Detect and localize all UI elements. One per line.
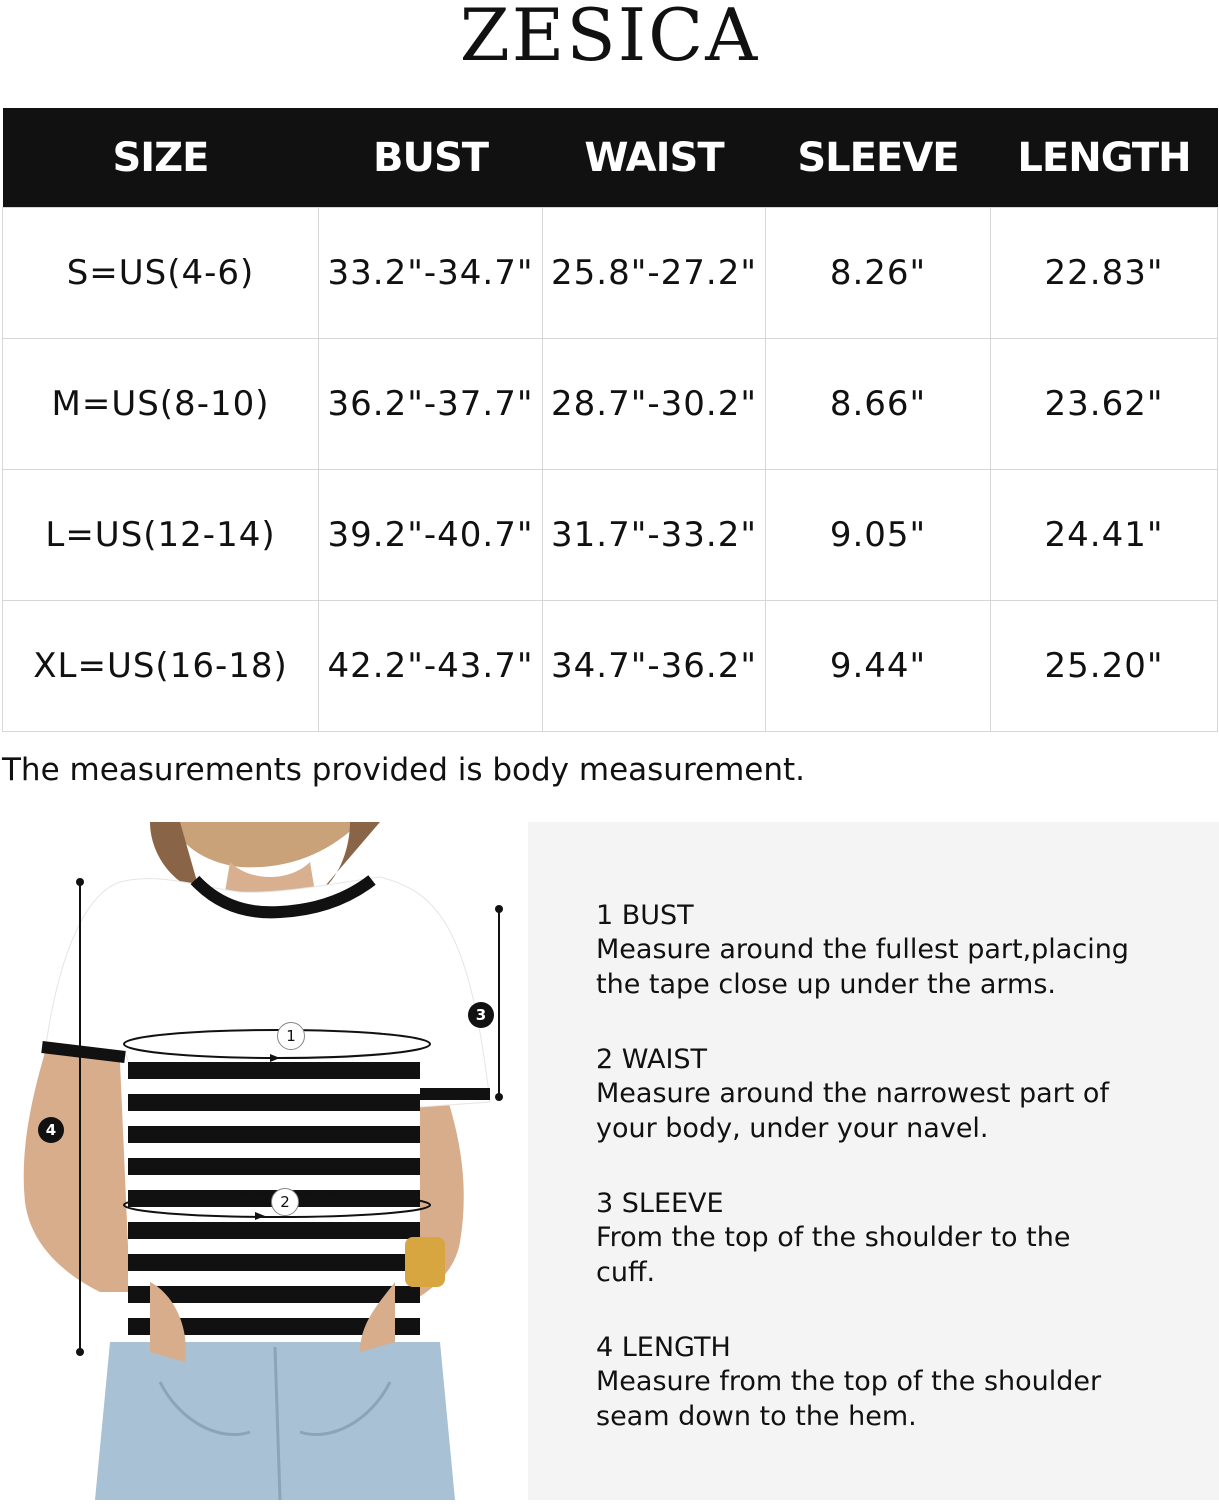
cell-waist: 25.8"-27.2": [543, 208, 766, 339]
cell-bust: 33.2"-34.7": [319, 208, 543, 339]
table-row: [3, 208, 1218, 339]
marker-bust: 1: [277, 1022, 305, 1050]
cell-bust: 39.2"-40.7": [319, 470, 543, 601]
cell-sleeve: 8.26": [766, 208, 991, 339]
brand-name: ZESICA: [459, 0, 760, 77]
guide-desc-line: your body, under your navel.: [596, 1113, 989, 1144]
cell-waist: 31.7"-33.2": [543, 470, 766, 601]
guide-desc-line: the tape close up under the arms.: [596, 969, 1056, 1000]
marker-length: 4: [38, 1117, 64, 1143]
cell-size: M=US(8-10): [3, 339, 319, 470]
header-waist: WAIST: [543, 108, 766, 208]
cell-size: XL=US(16-18): [3, 601, 319, 732]
marker-waist: 2: [271, 1188, 299, 1216]
guide-title: 2 WAIST: [596, 1044, 708, 1075]
marker-sleeve: 3: [468, 1002, 494, 1028]
cell-bust: 36.2"-37.7": [319, 339, 543, 470]
cell-length: 24.41": [991, 470, 1218, 601]
measurement-guide-panel: [528, 822, 1219, 1500]
measurement-note: The measurements provided is body measurement.: [2, 752, 806, 788]
guide-desc-line: From the top of the shoulder to the: [596, 1222, 1071, 1253]
guide-desc-line: seam down to the hem.: [596, 1401, 917, 1432]
guide-desc-line: cuff.: [596, 1257, 656, 1288]
brand-logo: [0, 0, 1219, 80]
table-row: [3, 339, 1218, 470]
guide-item-bust: [596, 900, 1196, 1002]
cell-length: 22.83": [991, 208, 1218, 339]
cell-sleeve: 9.44": [766, 601, 991, 732]
cell-waist: 28.7"-30.2": [543, 339, 766, 470]
cell-size: L=US(12-14): [3, 470, 319, 601]
cell-length: 25.20": [991, 601, 1218, 732]
guide-desc-line: Measure around the fullest part,placing: [596, 934, 1129, 965]
guide-title: 4 LENGTH: [596, 1332, 731, 1363]
guide-desc-line: Measure from the top of the shoulder: [596, 1366, 1102, 1397]
table-row: [3, 601, 1218, 732]
guide-desc-line: Measure around the narrowest part of: [596, 1078, 1109, 1109]
table-header-row: [3, 108, 1218, 208]
header-sleeve: SLEEVE: [766, 108, 991, 208]
cell-sleeve: 8.66": [766, 339, 991, 470]
cell-length: 23.62": [991, 339, 1218, 470]
cell-waist: 34.7"-36.2": [543, 601, 766, 732]
tshirt-illustration: [0, 822, 525, 1500]
model-measurement-figure: [0, 822, 525, 1500]
header-length: LENGTH: [991, 108, 1218, 208]
guide-title: 1 BUST: [596, 900, 694, 931]
guide-item-waist: [596, 1044, 1196, 1146]
guide-item-sleeve: [596, 1188, 1196, 1290]
size-chart-table: [2, 108, 1218, 732]
header-size: SIZE: [3, 108, 319, 208]
cell-sleeve: 9.05": [766, 470, 991, 601]
guide-item-length: [596, 1332, 1196, 1434]
cell-size: S=US(4-6): [3, 208, 319, 339]
header-bust: BUST: [319, 108, 543, 208]
table-row: [3, 470, 1218, 601]
cell-bust: 42.2"-43.7": [319, 601, 543, 732]
guide-title: 3 SLEEVE: [596, 1188, 724, 1219]
